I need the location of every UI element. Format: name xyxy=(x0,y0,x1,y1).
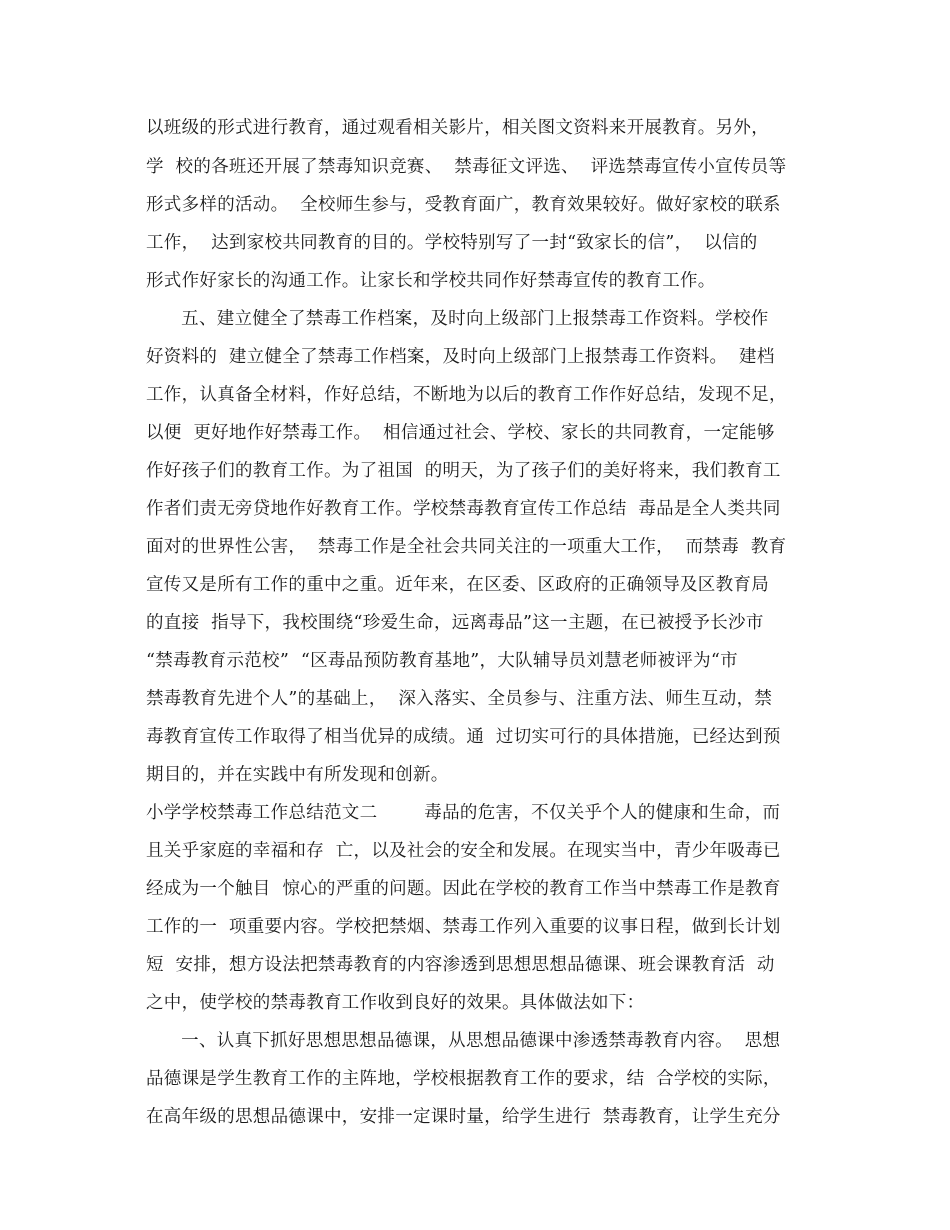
text-line: 工作， 达到家校共同教育的目的。学校特别写了一封“致家长的信”， 以信的 xyxy=(146,233,758,253)
text-line: 毒教育宣传工作取得了相当优异的成绩。通 过切实可行的具体措施，已经达到预 xyxy=(146,727,781,747)
text-line: 五、建立健全了禁毒工作档案，及时向上级部门上报禁毒工作资料。学校作 xyxy=(146,309,769,329)
text-line: 以班级的形式进行教育，通过观看相关影片，相关图文资料来开展教育。另外， xyxy=(146,118,769,138)
section-heading-line: 小学学校禁毒工作总结范文二 毒品的危害，不仅关乎个人的健康和生命，而 xyxy=(146,803,781,823)
text-line: 之中，使学校的禁毒教育工作收到良好的效果。具体做法如下： xyxy=(146,993,645,1013)
text-line: “禁毒教育示范校” “区毒品预防教育基地”，大队辅导员刘慧老师被评为“市 xyxy=(146,651,738,671)
text-line: 一、认真下抓好思想思想品德课，从思想品德课中渗透禁毒教育内容。 思想 xyxy=(146,1031,781,1051)
text-line: 面对的世界性公害， 禁毒工作是全社会共同关注的一项重大工作， 而禁毒 教育 xyxy=(146,537,787,557)
text-line: 形式多样的活动。 全校师生参与，受教育面广，教育效果较好。做好家校的联系 xyxy=(146,195,781,215)
text-line: 期目的，并在实践中有所发现和创新。 xyxy=(146,765,449,785)
text-line: 好资料的 建立健全了禁毒工作档案，及时向上级部门上报禁毒工作资料。 建档 xyxy=(146,347,775,367)
text-line: 的直接 指导下，我校围绕“珍爱生命，远离毒品”这一主题，在已被授予长沙市 xyxy=(146,613,764,633)
text-line: 经成为一个触目 惊心的严重的问题。因此在学校的教育工作当中禁毒工作是教育 xyxy=(146,879,781,899)
text-line: 宣传又是所有工作的重中之重。近年来，在区委、区政府的正确领导及区教育局 xyxy=(146,575,769,595)
text-line: 作者们责无旁贷地作好教育工作。学校禁毒教育宣传工作总结 毒品是全人类共同 xyxy=(146,499,781,519)
text-line: 以便 更好地作好禁毒工作。 相信通过社会、学校、家长的共同教育，一定能够 xyxy=(146,423,775,443)
text-line: 工作，认真备全材料，作好总结，不断地为以后的教育工作作好总结，发现不足， xyxy=(146,385,787,405)
text-line: 且关乎家庭的幸福和存 亡，以及社会的安全和发展。在现实当中，青少年吸毒已 xyxy=(146,841,781,861)
text-line: 短 安排，想方设法把禁毒教育的内容渗透到思想思想品德课、班会课教育活 动 xyxy=(146,955,775,975)
text-line: 形式作好家长的沟通工作。让家长和学校共同作好禁毒宣传的教育工作。 xyxy=(146,271,716,291)
text-line: 禁毒教育先进个人”的基础上， 深入落实、全员参与、注重方法、师生互动，禁 xyxy=(146,689,773,709)
text-line: 作好孩子们的教育工作。为了祖国 的明天，为了孩子们的美好将来，我们教育工 xyxy=(146,461,781,481)
text-line: 学 校的各班还开展了禁毒知识竞赛、 禁毒征文评选、 评选禁毒宣传小宣传员等 xyxy=(146,157,787,177)
text-line: 工作的一 项重要内容。学校把禁烟、禁毒工作列入重要的议事日程，做到长计划 xyxy=(146,917,781,937)
text-line: 品德课是学生教育工作的主阵地，学校根据教育工作的要求，结 合学校的实际， xyxy=(146,1069,781,1089)
text-line: 在高年级的思想品德课中，安排一定课时量，给学生进行 禁毒教育，让学生充分 xyxy=(146,1107,781,1127)
